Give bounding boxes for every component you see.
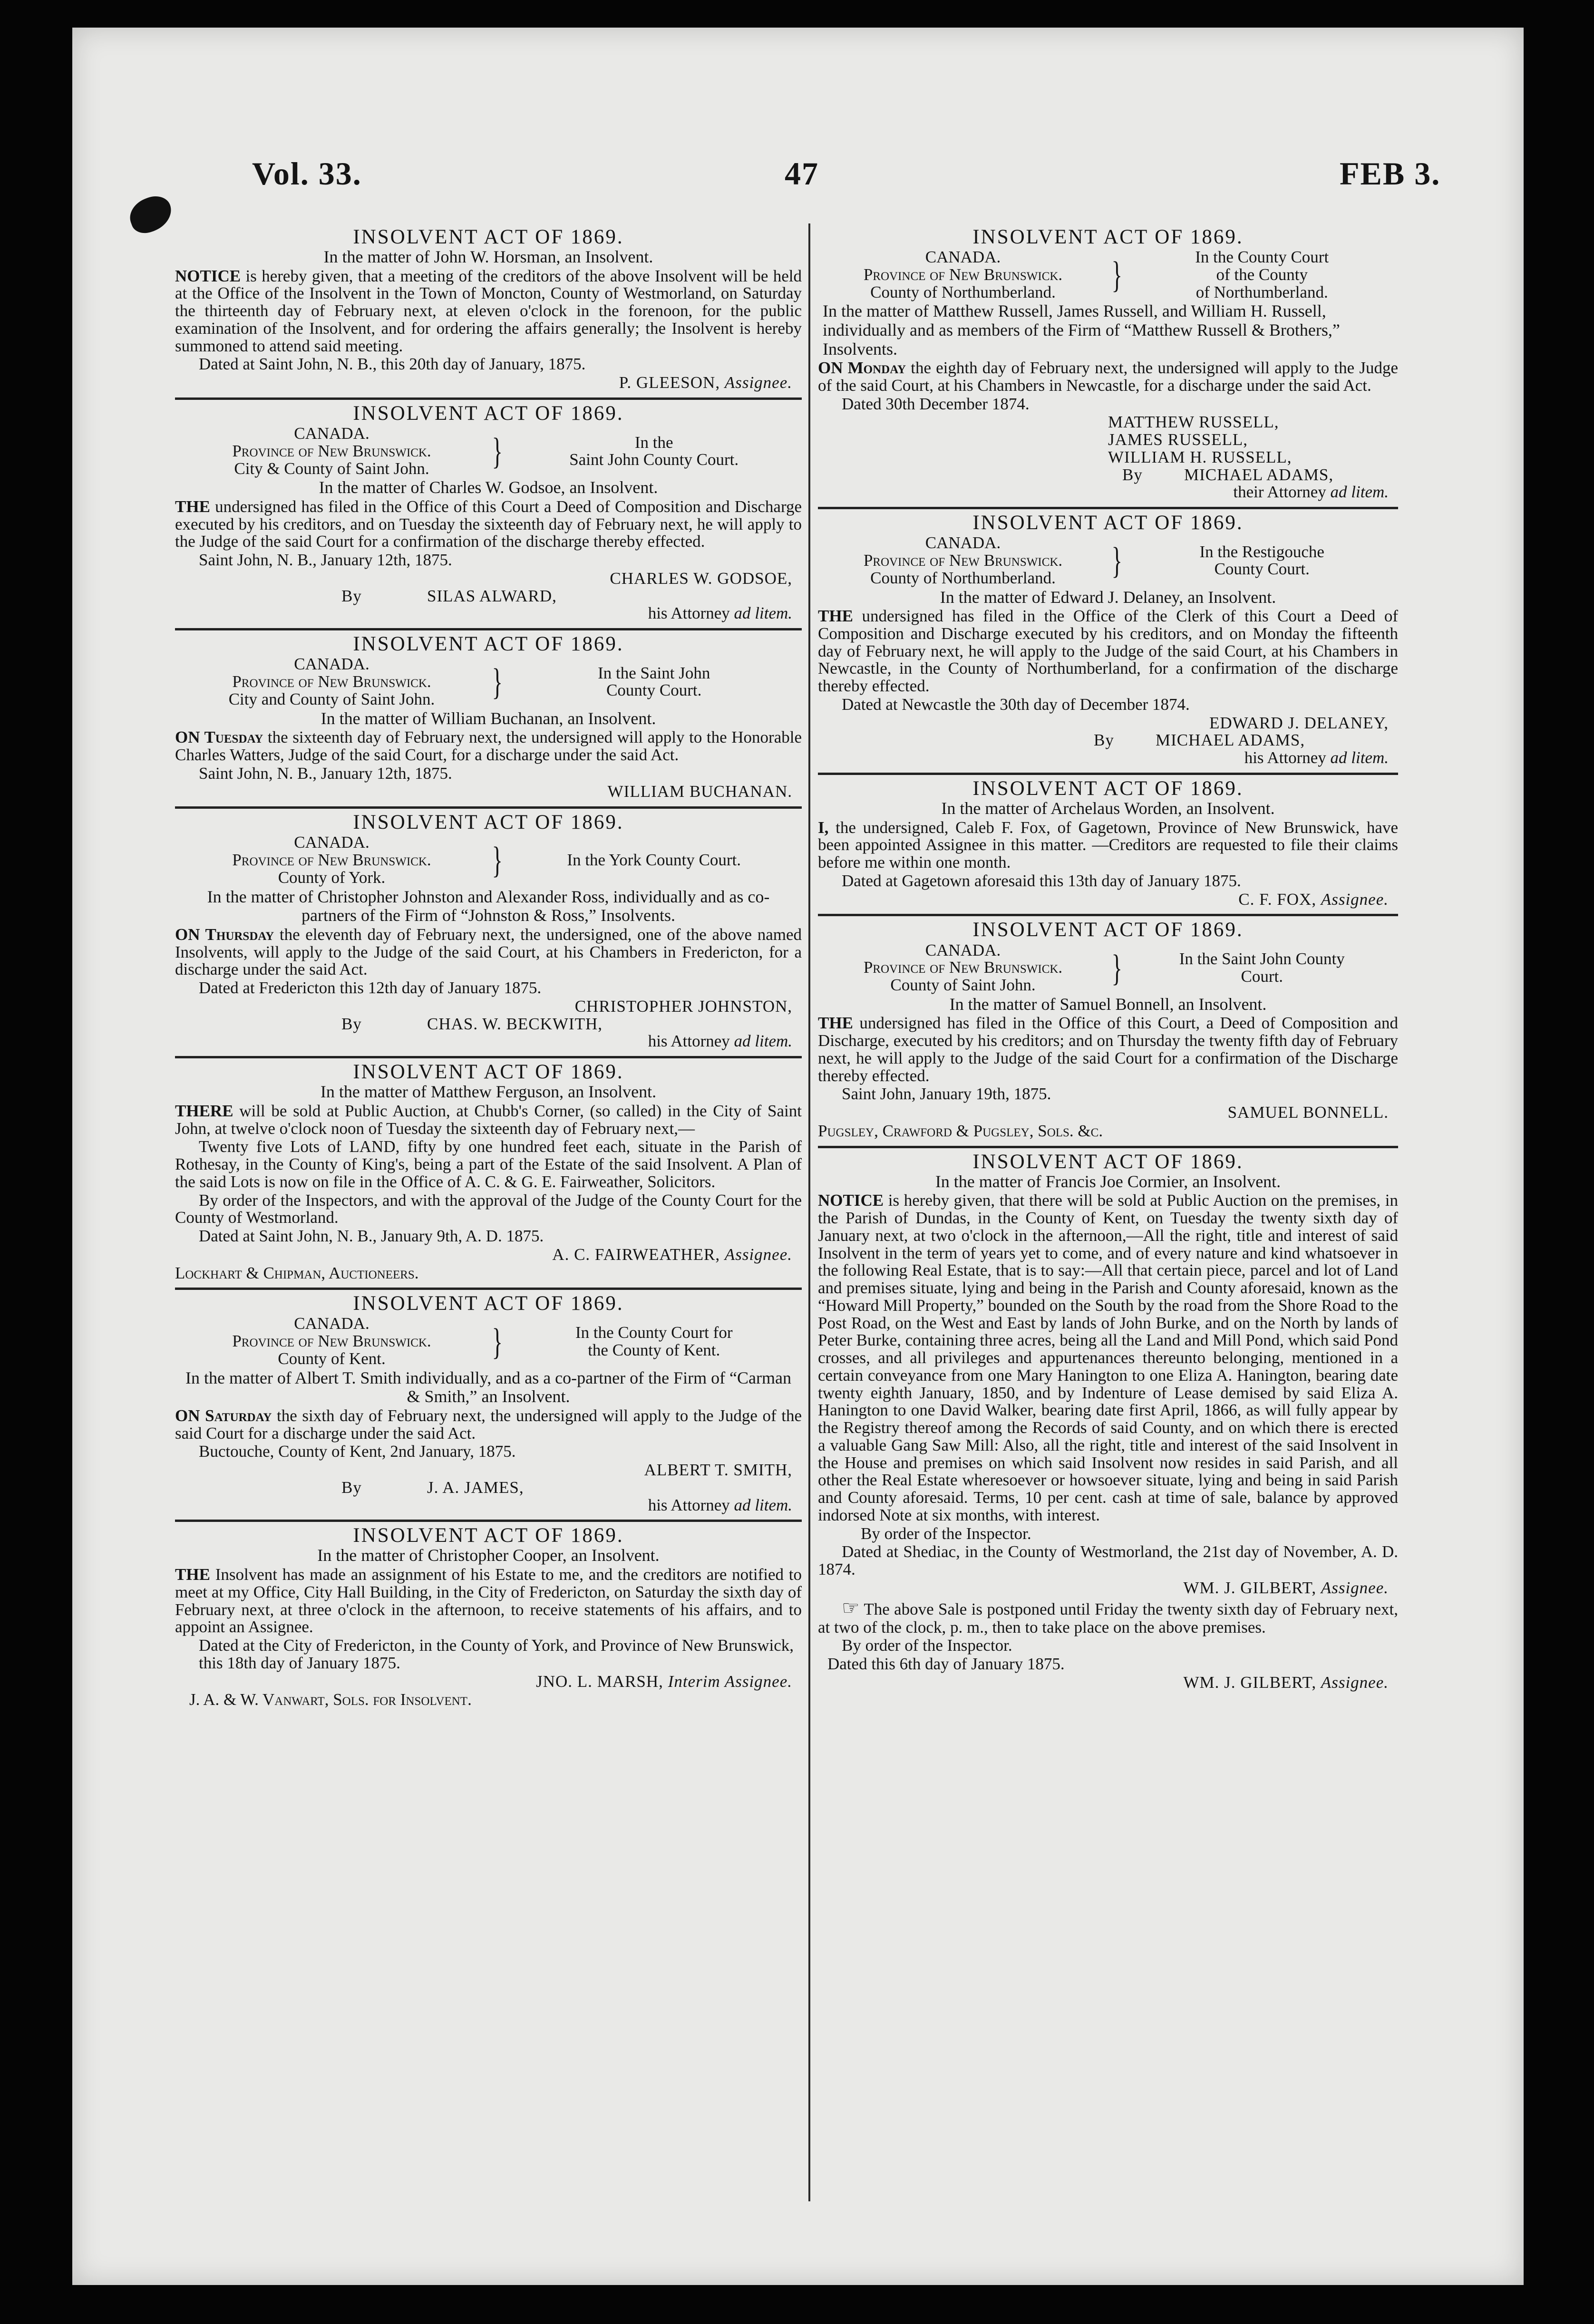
brace-icon: } [492,839,503,881]
notice-body: THE undersigned has filed in the Office of this Court, a Deed of Composition and Discharge, executed by his creditors; and on Thursday the twenty fifth day of February next, he will apply to the Judge of the said Court for a confirmation of the Discharge thereby effected. [818,1014,1398,1085]
notice [175,1520,802,1709]
notice [818,1146,1398,1692]
court-block: CANADA. Province of New Brunswick. County of Northumberland. } In the Restigouche County Court. [863,533,1324,587]
notice [175,397,802,622]
notice-attorney-role: his Attorney ad litem. [1244,748,1389,767]
notice-attorney-role: his Attorney ad litem. [648,1495,792,1514]
notice-matter: In the matter of Christopher Cooper, an Insolvent. [317,1546,660,1565]
notice-title: INSOLVENT ACT OF 1869. [353,633,624,656]
notice-signature: CHARLES W. GODSOE, [610,569,792,588]
notice-body: ON Saturday the sixth day of February next, the undersigned will apply to the Judge of the said Court for a discharge under the said Act. [175,1406,802,1443]
notice-title: INSOLVENT ACT OF 1869. [353,1524,624,1547]
brace-icon: } [1111,540,1122,581]
notice-attorney: By SILAS ALWARD, [341,586,557,605]
notice-signature-3: WILLIAM H. RUSSELL, [1108,447,1292,466]
issue-date: FEB 3. [1340,155,1441,192]
notice-dated: Saint John, January 19th, 1875. [842,1085,1051,1104]
notice-body: I, the undersigned, Caleb F. Fox, of Gagetown, Province of New Brunswick, have been appointed Assignee in this matter. —Creditors are requested to file their claims before me within one month. [818,818,1398,872]
notice [175,628,802,801]
notice-attorney: By MICHAEL ADAMS, [1122,465,1334,484]
notice-attorney-role: his Attorney ad litem. [648,1032,792,1051]
notice-title: INSOLVENT ACT OF 1869. [972,512,1244,534]
notice-body: ON Tuesday the sixteenth day of February next, the undersigned will apply to the Honorable Charles Watters, Judge of the said Court, for a discharge under the said Act. [175,728,802,764]
notice-matter: In the matter of Albert T. Smith individually, and as a co-partner of the Firm of “Carman & Smith,” an Insolvent. [185,1368,791,1406]
notice-title: INSOLVENT ACT OF 1869. [353,1061,624,1084]
notice-dated: Dated at Fredericton this 12th day of January 1875. [199,978,542,997]
notice-body-3: By order of the Inspectors, and with the approval of the Judge of the County Court for the County of Westmorland. [175,1191,802,1227]
notice [175,806,802,1050]
notice-signature: P. GLEESON, Assignee. [619,373,792,392]
notice [818,507,1398,767]
column-rule [808,223,810,2201]
notice-postponement: ☞ The above Sale is postponed until Friday the twenty sixth day of February next, at two of the clock, p. m., then to take place on the above premises. [818,1597,1398,1636]
court-block: CANADA. Province of New Brunswick. County of Kent. } In the County Court for the County of Kent. [232,1314,733,1368]
notice-signature: A. C. FAIRWEATHER, Assignee. [552,1245,792,1264]
pointing-hand-icon: ☞ [842,1597,860,1619]
notice [818,773,1398,908]
notice-dated: Dated at the City of Fredericton, in the County of York, and Province of New Brunswick, this 18th day of January 1875. [199,1636,794,1672]
notice-body: THERE will be sold at Public Auction, at Chubb's Corner, (so called) in the City of Saint John, at twelve o'clock noon of Tuesday the sixteenth day of February next,— [175,1101,802,1138]
notice-attorney: By MICHAEL ADAMS, [1094,731,1305,750]
brace-icon: } [1111,947,1122,988]
court-block: CANADA. Province of New Brunswick. County of Saint John. } In the Saint John County Court. [863,940,1345,995]
notice-signature: ALBERT T. SMITH, [644,1461,792,1480]
notice-body: NOTICE is hereby given, that a meeting of the creditors of the above Insolvent will be held at the Office of the Insolvent in the Town of Moncton, County of Westmorland, on Saturday the thirteenth day of February next, at eleven o'clock in the forenoon, for the public examination of the Insolvent, and for ordering the affairs generally; the Insolvent is hereby summoned to attend said meeting. [175,266,802,355]
notice-matter: In the matter of Matthew Russell, James Russell, and William H. Russell, individually and as members of the Firm of “Matthew Russell & Brothers,” Insolvents. [823,301,1340,358]
notice-body: THE Insolvent has made an assignment of his Estate to me, and the creditors are notified to meet at my Office, City Hall Building, in the City of Fredericton, on Saturday the sixth day of February next, at three o'clock in the afternoon, to receive statements of his affairs, and to appoint an Assignee. [175,1565,802,1636]
left-column [175,223,802,2211]
notice-title: INSOLVENT ACT OF 1869. [972,226,1244,248]
notice [818,914,1398,1140]
notice-matter: In the matter of Matthew Ferguson, an Insolvent. [320,1082,657,1102]
volume-label: Vol. 33. [252,155,362,192]
court-block: CANADA. Province of New Brunswick. County of Northumberland. } In the County Court of the County of Northumberland. [863,248,1329,301]
notice-dated: Dated 30th December 1874. [842,394,1030,413]
court-block: CANADA. Province of New Brunswick. City & County of Saint John. } In the Saint John County Court. [232,424,739,478]
brace-icon: } [492,661,503,703]
notice [175,1056,802,1282]
brace-icon: } [492,1320,503,1362]
notice-footer: Pugsley, Crawford & Pugsley, Sols. &c. [818,1121,1103,1140]
notice-body: THE undersigned has filed in the Office of this Court a Deed of Composition and Discharge executed by his creditors, and on Tuesday the sixteenth day of February next, he will apply to the Judge of the said Court for a confirmation of the discharge thereby effected. [175,497,802,551]
notice-attorney-role: their Attorney ad litem. [1233,483,1389,502]
notice-footer: Lockhart & Chipman, Auctioneers. [175,1263,419,1282]
notice-body: ON Monday the eighth day of February next, the undersigned will apply to the Judge of the said Court, at his Chambers in Newcastle, for a discharge under the said Act. [818,358,1398,395]
notice-dated: Dated at Gagetown aforesaid this 13th day of January 1875. [842,871,1241,890]
notice-order: By order of the Inspector. [861,1524,1031,1543]
notice-dated-2: Dated this 6th day of January 1875. [827,1655,1065,1674]
notice-matter: In the matter of Samuel Bonnell, an Insolvent. [949,994,1267,1014]
notice-title: INSOLVENT ACT OF 1869. [972,777,1244,800]
notice-attorney: By CHAS. W. BECKWITH, [341,1014,603,1033]
notice-title: INSOLVENT ACT OF 1869. [353,402,624,425]
ink-blot [125,192,177,238]
notice-title: INSOLVENT ACT OF 1869. [972,1150,1244,1173]
notice-body: THE undersigned has filed in the Office of the Clerk of this Court a Deed of Composition and Discharge executed by his creditors, and on Monday the fifteenth day of February next, he will apply to the Judge of the said Court, at his Chambers in Newcastle, in the County of Northumberland, for a confirmation of the discharge thereby effected. [818,607,1398,696]
notice-signature-2: JAMES RUSSELL, [1108,430,1248,449]
notice-matter: In the matter of Archelaus Worden, an Insolvent. [941,799,1275,818]
notice-title: INSOLVENT ACT OF 1869. [353,1292,624,1315]
notice-matter: In the matter of Edward J. Delaney, an Insolvent. [940,587,1276,607]
notice-signature: JNO. L. MARSH, Interim Assignee. [536,1672,792,1691]
notice-dated: Dated at Shediac, in the County of Westmorland, the 21st day of November, A. D. 1874. [818,1542,1398,1579]
notice-signature-1: MATTHEW RUSSELL, [1108,413,1279,432]
notice-signature: C. F. FOX, Assignee. [1238,890,1389,909]
notice-dated: Saint John, N. B., January 12th, 1875. [199,764,452,783]
notice-title: INSOLVENT ACT OF 1869. [972,919,1244,941]
notice-footer: J. A. & W. Vanwart, Sols. for Insolvent. [189,1690,472,1709]
notice-signature: CHRISTOPHER JOHNSTON, [574,997,792,1016]
notice-title: INSOLVENT ACT OF 1869. [353,226,624,248]
notice-order-2: By order of the Inspector. [842,1636,1012,1655]
notice-signature: EDWARD J. DELANEY, [1209,713,1389,732]
court-block: CANADA. Province of New Brunswick. City and County of Saint John. } In the Saint John County Court. [228,655,710,708]
notice-body-2: Twenty five Lots of LAND, fifty by one hundred feet each, situate in the Parish of Rothesay, in the County of King's, being a part of the Estate of the said Insolvent. A Plan of the said Lots is now on file in the Office of A. C. & G. E. Fairweather, Solicitors. [175,1137,802,1191]
notice [175,223,802,392]
notice-body: NOTICE is hereby given, that there will be sold at Public Auction on the premises, in the Parish of Dundas, in the County of Kent, on Tuesday the twenty sixth day of January next, at two o'clock in the afternoon,—All the right, title and interest of said Insolvent in the term of years yet to come, and of every nature and kind whatsoever in the following Real Estate, that is to say:—All that certain piece, parcel and lot of Land and premises situate, lying and being in the Parish and County aforesaid, known as the “Howard Mill Property,” bounded on the South by the road from the Shore Road to the Post Road, on the West and East by lands of John Burke, and on the North by lands of Peter Burke, containing three acres, being all the Land and Mill Pond, which said Pond crosses, and all privileges and appurtenances thereunto belonging, mentioned in a certain conveyance from one Mary Hanington to one Eliza A. Hanington, bearing date twenty eighth January, 1850, and by Indenture of Lease demised by said Eliza A. Hanington to one David Walker, bearing date first April, 1866, as will fully appear by the Registry thereof among the Records of said County, and on which there is erected a valuable Gang Saw Mill: Also, all the right, title and interest of the said Insolvent in the House and premises on which said Insolvent now resides in said Parish, and all other the Real Estate wheresoever or howsoever situate, lying and being in said Parish and County aforesaid. Terms, 10 per cent. cash at time of sale, balance by approved indorsed Note at six months, with interest. [818,1191,1398,1524]
right-column [818,223,1398,2211]
notice-dated: Dated at Saint John, N. B., January 9th, A. D. 1875. [199,1227,544,1246]
notice-dated: Dated at Saint John, N. B., this 20th day of January, 1875. [199,355,586,374]
notice-title: INSOLVENT ACT OF 1869. [353,811,624,834]
notice-attorney: By J. A. JAMES, [341,1478,524,1497]
notice-matter: In the matter of William Buchanan, an Insolvent. [321,708,656,728]
notice [818,223,1398,501]
notice-dated: Dated at Newcastle the 30th day of December 1874. [842,695,1190,714]
notice-body: ON Thursday the eleventh day of February next, the undersigned, one of the above named Insolvents, will apply to the Judge of the said Court, at his Chambers in Fredericton, for a discharge under the said Act. [175,925,802,979]
notice-attorney-role: his Attorney ad litem. [648,604,792,623]
brace-icon: } [492,430,503,472]
page-number: 47 [785,155,819,192]
notice [175,1288,802,1514]
notice-dated: Saint John, N. B., January 12th, 1875. [199,551,452,570]
notice-matter: In the matter of Charles W. Godsoe, an Insolvent. [319,478,658,497]
notice-dated: Buctouche, County of Kent, 2nd January, 1875. [199,1442,516,1461]
notice-matter: In the matter of Christopher Johnston and Alexander Ross, individually and as co-partners of the Firm of “Johnston & Ross,” Insolvents. [207,887,770,925]
court-block: CANADA. Province of New Brunswick. County of York. } In the York County Court. [232,833,741,887]
brace-icon: } [1111,254,1122,296]
notice-signature: WILLIAM BUCHANAN. [607,782,792,801]
notice-matter: In the matter of Francis Joe Cormier, an Insolvent. [935,1172,1281,1191]
notice-matter: In the matter of John W. Horsman, an Insolvent. [323,247,653,267]
notice-signature: SAMUEL BONNELL. [1227,1103,1389,1122]
notice-signature: WM. J. GILBERT, Assignee. [1183,1578,1389,1597]
notice-signature-2: WM. J. GILBERT, Assignee. [1183,1673,1389,1692]
